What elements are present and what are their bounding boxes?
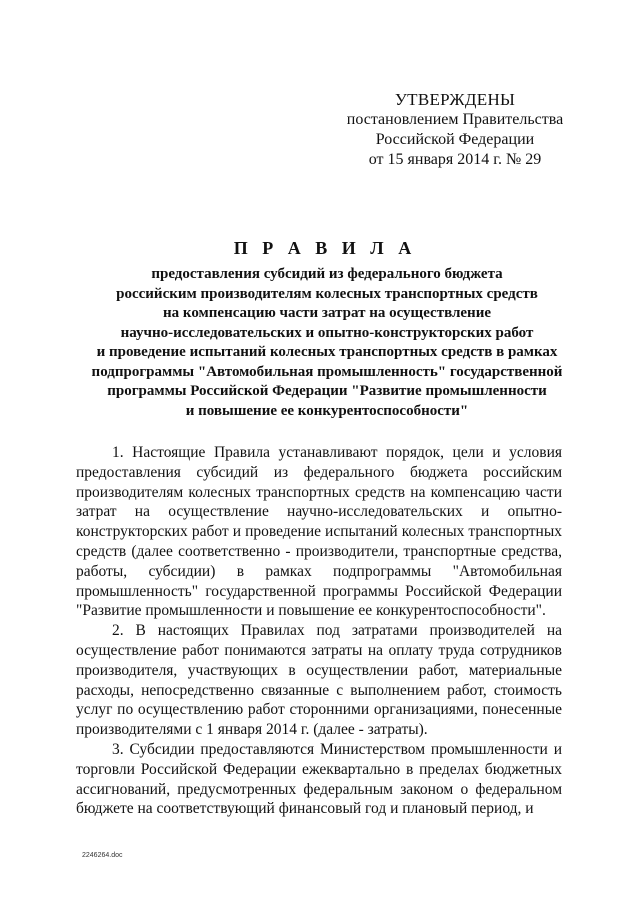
approval-stamp xyxy=(340,90,570,170)
subtitle-line: на компенсацию части затрат на осуществление xyxy=(163,305,491,321)
document-body xyxy=(76,443,562,819)
subtitle-line: подпрограммы "Автомобильная промышленность" государственной xyxy=(91,363,563,380)
document-title: П Р А В И Л А xyxy=(233,238,417,258)
subtitle-line: и проведение испытаний колесных транспортных средств в рамках xyxy=(96,344,558,360)
approval-line-3: от 15 января 2014 г. № 29 xyxy=(368,151,542,168)
approval-line-2: Российской Федерации xyxy=(375,131,535,148)
footer-filename: 2246264.doc xyxy=(82,852,123,859)
paragraph-1: 1. Настоящие Правила устанавливают порядок, цели и условия предоставления субсидий из федерального бюджета российским производителям колесных транспортных средств на компенсацию части затрат на осуществление научно-исследовательских и опытно-конструкторских работ и проведение испытаний колесных транспортных средств (далее соответственно - производители, транспортные средства, работы, субсидии) в рамках подпрограммы "Автомобильная промышленность" государственной программы Российской Федерации "Развитие промышленности и повышение ее конкурентоспособности". xyxy=(76,444,562,620)
subtitle-line: предоставления субсидий из федерального бюджета xyxy=(151,266,503,282)
document-subtitle xyxy=(70,265,584,421)
paragraph-3: 3. Субсидии предоставляются Министерством промышленности и торговли Российской Федерации ежеквартально в пределах бюджетных ассигнований, предусмотренных федеральным законом о федеральном бюджете на соответствующий финансовый год и плановый период, и xyxy=(76,740,562,818)
subtitle-line: программы Российской Федерации "Развитие промышленности xyxy=(107,383,547,399)
approval-title: УТВЕРЖДЕНЫ xyxy=(394,90,516,109)
subtitle-line: российским производителям колесных транспортных средств xyxy=(116,285,538,302)
subtitle-line: научно-исследовательских и опытно-конструкторских работ xyxy=(120,324,534,341)
subtitle-line: и повышение ее конкурентоспособности" xyxy=(185,402,469,419)
approval-line-1: постановлением Правительства xyxy=(346,111,564,128)
paragraph-2: 2. В настоящих Правилах под затратами производителей на осуществление работ понимаются затраты на оплату труда сотрудников производителя, участвующих в осуществлении работ, материальные расходы, непосредственно связанные с выполнением работ, стоимость услуг по осуществлению работ сторонними организациями, понесенные производителями с 1 января 2014 г. (далее - затраты). xyxy=(76,622,562,739)
